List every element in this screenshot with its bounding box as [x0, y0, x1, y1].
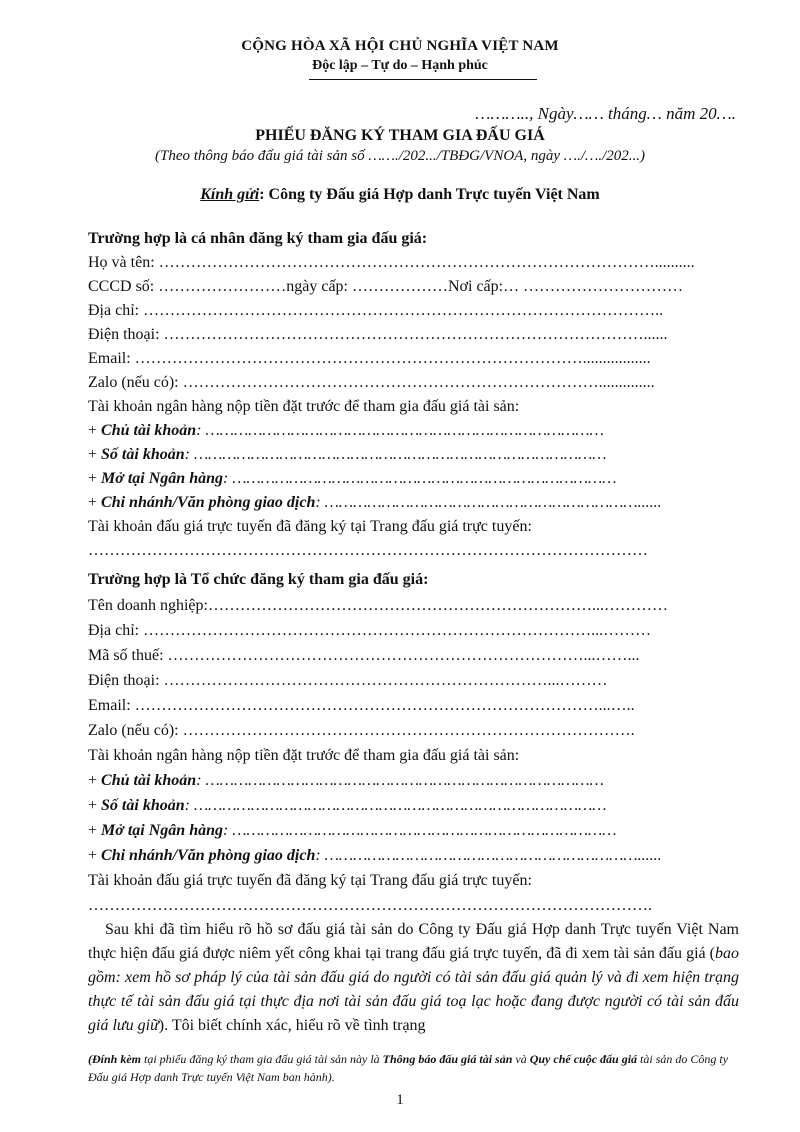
- footnote-d: và: [512, 1052, 530, 1066]
- org-bank-intro: Tài khoản ngân hàng nộp tiền đặt trước để tham gia đấu giá tài sản:: [88, 747, 520, 764]
- bank-label: Mở tại Ngân hàng: [101, 470, 223, 487]
- individual-account-number-field[interactable]: + Số tài khoản: ……………………………………………………………………………: [88, 446, 607, 463]
- branch-dots: : …………………………………………………………......: [315, 494, 662, 511]
- individual-online-account-field[interactable]: ……………………………………………………………………………………………: [88, 542, 648, 559]
- org-online-account-field[interactable]: …………………………………………………………………………………………….: [88, 897, 652, 914]
- footnote: [88, 1050, 748, 1086]
- bank-label: Mở tại Ngân hàng: [101, 822, 223, 839]
- addressee-value: : Công ty Đấu giá Hợp danh Trực tuyến Việt Nam: [259, 186, 600, 203]
- declaration-part2: bao gồm: xem hồ sơ pháp lý của tài sản đấu giá do người có tài sản đấu giá quản lý và đi xem hiện trạng thực tế tài sản đấu giá tại thực địa nơi tài sản đấu giá toạ lạc hoặc đang được người có tài sản đấu giá lưu giữ: [88, 945, 739, 1034]
- individual-email-field[interactable]: Email: ………………………………………………………………………….................: [88, 350, 651, 367]
- org-account-number-field[interactable]: + Số tài khoản: ……………………………………………………………………………: [88, 797, 607, 814]
- page-number: 1: [396, 1092, 404, 1108]
- footnote-a: (Đính kèm: [88, 1052, 142, 1066]
- bank-dots: : ………………………………………………………………………: [222, 470, 617, 487]
- org-company-field[interactable]: Tên doanh nghiệp:………………………………………………………………...…………: [88, 597, 668, 614]
- account-owner-dots: : …………………………………………………………………………: [196, 772, 604, 789]
- bank-dots: : ………………………………………………………………………: [222, 822, 617, 839]
- footnote-c: Thông báo đấu giá tài sản: [382, 1052, 513, 1066]
- account-owner-label: Chủ tài khoản: [101, 772, 197, 789]
- org-email-field[interactable]: Email: ……………………………………………………………………………...…..: [88, 697, 635, 714]
- national-motto: Độc lập – Tự do – Hạnh phúc: [312, 58, 488, 73]
- org-online-account-label: Tài khoản đấu giá trực tuyến đã đăng ký tại Trang đấu giá trực tuyến:: [88, 872, 532, 889]
- organization-heading: Trường hợp là Tổ chức đăng ký tham gia đấu giá:: [88, 571, 429, 588]
- account-owner-dots: : …………………………………………………………………………: [196, 422, 604, 439]
- account-number-label: Số tài khoản: [101, 446, 185, 463]
- individual-heading: Trường hợp là cá nhân đăng ký tham gia đấu giá:: [88, 230, 428, 247]
- motto-underline: [309, 79, 537, 80]
- individual-address-field[interactable]: Địa chỉ: ……………………………………………………………………………………..: [88, 302, 664, 319]
- individual-id-field[interactable]: CCCD số: ……………………ngày cấp: ………………Nơi cấp:… …………………………: [88, 278, 684, 295]
- individual-account-owner-field[interactable]: + Chủ tài khoản: …………………………………………………………………………: [88, 422, 604, 439]
- org-account-owner-field[interactable]: + Chủ tài khoản: …………………………………………………………………………: [88, 772, 604, 789]
- branch-label: Chi nhánh/Văn phòng giao dịch: [101, 494, 316, 511]
- footnote-e: Quy chế cuộc đấu giá: [529, 1052, 638, 1066]
- org-bank-field[interactable]: + Mở tại Ngân hàng: ………………………………………………………………………: [88, 822, 617, 839]
- branch-dots: : …………………………………………………………......: [315, 847, 662, 864]
- declaration-part3: ). Tôi biết chính xác, hiểu rõ về tình trạng: [158, 1017, 426, 1034]
- form-title: PHIẾU ĐĂNG KÝ THAM GIA ĐẤU GIÁ: [255, 127, 545, 144]
- individual-bank-field[interactable]: + Mở tại Ngân hàng: ………………………………………………………………………: [88, 470, 617, 487]
- account-number-dots: : ……………………………………………………………………………: [184, 446, 607, 463]
- declaration-paragraph: [88, 918, 739, 1038]
- account-number-label: Số tài khoản: [101, 797, 185, 814]
- national-title: CỘNG HÒA XÃ HỘI CHỦ NGHĨA VIỆT NAM: [241, 38, 559, 54]
- org-phone-field[interactable]: Điện thoại: ………………………………………………………………...………: [88, 672, 608, 689]
- org-branch-field[interactable]: + Chi nhánh/Văn phòng giao dịch: …………………………………………………………......: [88, 847, 662, 864]
- date-line: ……….., Ngày…… tháng… năm 20….: [475, 104, 736, 123]
- individual-branch-field[interactable]: + Chi nhánh/Văn phòng giao dịch: …………………………………………………………......: [88, 494, 662, 511]
- footnote-f: tài sản do Công ty Đấu giá Hợp danh Trực tuyến Việt Nam ban hành).: [88, 1052, 729, 1084]
- declaration-part1: Sau khi đã tìm hiểu rõ hồ sơ đấu giá tài sản do Công ty Đấu giá Hợp danh Trực tuyến Việt Nam thực hiện đấu giá được niêm yết công khai tại trang đấu giá trực tuyến, đã đi xem tài sản đấu giá (: [88, 921, 739, 962]
- org-zalo-field[interactable]: Zalo (nếu có): ………………………………………………………………………….: [88, 722, 635, 739]
- account-owner-label: Chủ tài khoản: [101, 422, 197, 439]
- org-address-field[interactable]: Địa chỉ: …………………………………………………………………………...………: [88, 622, 652, 639]
- form-subtitle: (Theo thông báo đấu giá tài sản số ……./202.../TBĐG/VNOA, ngày …./…./202...): [154, 148, 645, 164]
- org-tax-field[interactable]: Mã số thuế: ……………………………………………………………………...……...: [88, 647, 640, 664]
- branch-label: Chi nhánh/Văn phòng giao dịch: [101, 847, 316, 864]
- account-number-dots: : ……………………………………………………………………………: [184, 797, 607, 814]
- individual-bank-intro: Tài khoản ngân hàng nộp tiền đặt trước để tham gia đấu giá tài sản:: [88, 398, 520, 415]
- individual-online-account-label: Tài khoản đấu giá trực tuyến đã đăng ký tại Trang đấu giá trực tuyến:: [88, 518, 532, 535]
- addressee: [0, 186, 800, 204]
- individual-name-field[interactable]: Họ và tên: …………………………………………………………………………………..........: [88, 254, 695, 271]
- individual-phone-field[interactable]: Điện thoại: ………………………………………………………………………………......: [88, 326, 668, 343]
- footnote-b: tại phiếu đăng ký tham gia đấu giá tài sản này là: [141, 1052, 383, 1066]
- addressee-label: Kính gửi: [200, 186, 260, 203]
- individual-zalo-field[interactable]: Zalo (nếu có): ……………………………………………………………………..............: [88, 374, 655, 391]
